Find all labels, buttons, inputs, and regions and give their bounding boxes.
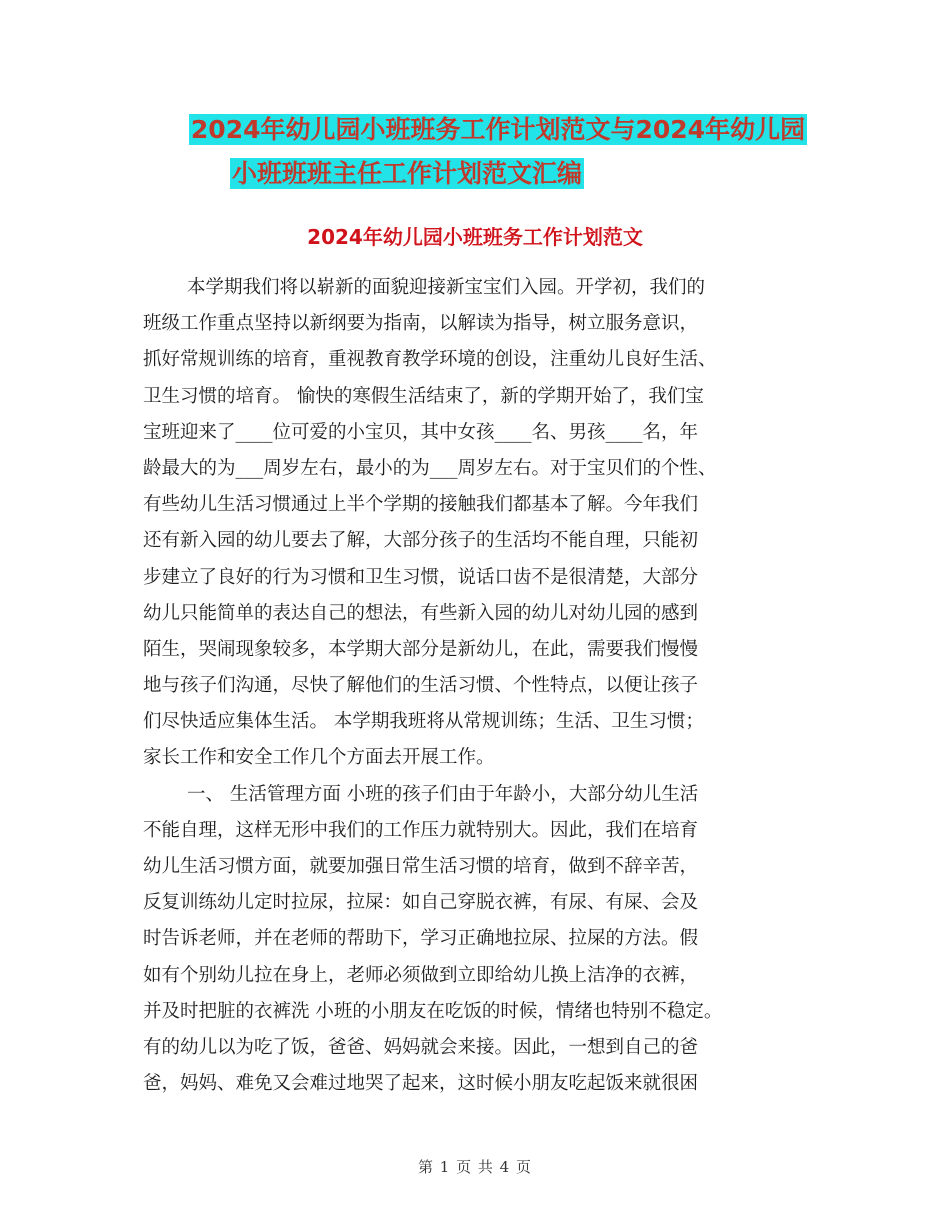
title-highlight: 小班班班主任工作计划范文汇编 (231, 159, 582, 188)
page-footer: 第 1 页 共 4 页 (418, 1158, 532, 1176)
text-line: 陌生，哭闹现象较多，本学期大部分是新幼儿，在此，需要我们慢慢 (143, 638, 699, 660)
text-line: 爸，妈妈、难免又会难过地哭了起来，这时候小朋友吃起饭来就很困 (143, 1073, 699, 1095)
text-line: 并及时把脏的衣裤洗 小班的小朋友在吃饭的时候，情绪也特别不稳定。 (143, 1000, 723, 1022)
text-line: 家长工作和安全工作几个方面去开展工作。 (143, 747, 495, 769)
text-line: 龄最大的为___周岁左右，最小的为___周岁左右。对于宝贝们的个性、 (143, 457, 717, 479)
text-line: 有的幼儿以为吃了饭，爸爸、妈妈就会来接。因此，一想到自己的爸 (143, 1036, 699, 1058)
document-title-line-1 (23, 108, 950, 152)
document-title-line-2 (0, 152, 882, 196)
title-highlight: 2024年幼儿园小班班务工作计划范文与2024年幼儿园 (190, 115, 806, 144)
text-line: 地与孩子们沟通，尽快了解他们的生活习惯、个性特点，以便让孩子 (143, 675, 699, 697)
text-line: 抓好常规训练的培育，重视教育教学环境的创设，注重幼儿良好生活、 (143, 349, 717, 371)
text-line: 幼儿只能简单的表达自己的想法，有些新入园的幼儿对幼儿园的感到 (143, 602, 699, 624)
text-line: 还有新入园的幼儿要去了解，大部分孩子的生活均不能自理，只能初 (143, 530, 699, 552)
text-line: 宝班迎来了____位可爱的小宝贝，其中女孩____名、男孩____名，年 (143, 421, 699, 443)
text-line: 们尽快适应集体生活。 本学期我班将从常规训练；生活、卫生习惯； (143, 711, 704, 733)
text-line: 卫生习惯的培育。 愉快的寒假生活结束了，新的学期开始了，我们宝 (143, 385, 704, 407)
text-line: 时告诉老师，并在老师的帮助下，学习正确地拉尿、拉屎的方法。假 (143, 928, 699, 950)
text-line: 反复训练幼儿定时拉尿，拉屎：如自己穿脱衣裤，有尿、有屎、会及 (143, 892, 699, 914)
text-line: 班级工作重点坚持以新纲要为指南，以解读为指导，树立服务意识， (143, 313, 699, 335)
text-line: 有些幼儿生活习惯通过上半个学期的接触我们都基本了解。今年我们 (143, 494, 699, 516)
text-line: 不能自理，这样无形中我们的工作压力就特别大。因此，我们在培育 (143, 819, 699, 841)
body-text (143, 270, 818, 1102)
text-line: 幼儿生活习惯方面，就要加强日常生活习惯的培育，做到不辞辛苦， (143, 856, 699, 877)
section-title: 2024年幼儿园小班班务工作计划范文 (307, 225, 643, 249)
text-line: 一、 生活管理方面 小班的孩子们由于年龄小，大部分幼儿生活 (187, 783, 699, 805)
text-line: 如有个别幼儿拉在身上，老师必须做到立即给幼儿换上洁净的衣裤， (143, 964, 699, 986)
text-line: 本学期我们将以崭新的面貌迎接新宝宝们入园。开学初，我们的 (187, 277, 706, 298)
text-line: 步建立了良好的行为习惯和卫生习惯，说话口齿不是很清楚，大部分 (143, 566, 699, 588)
